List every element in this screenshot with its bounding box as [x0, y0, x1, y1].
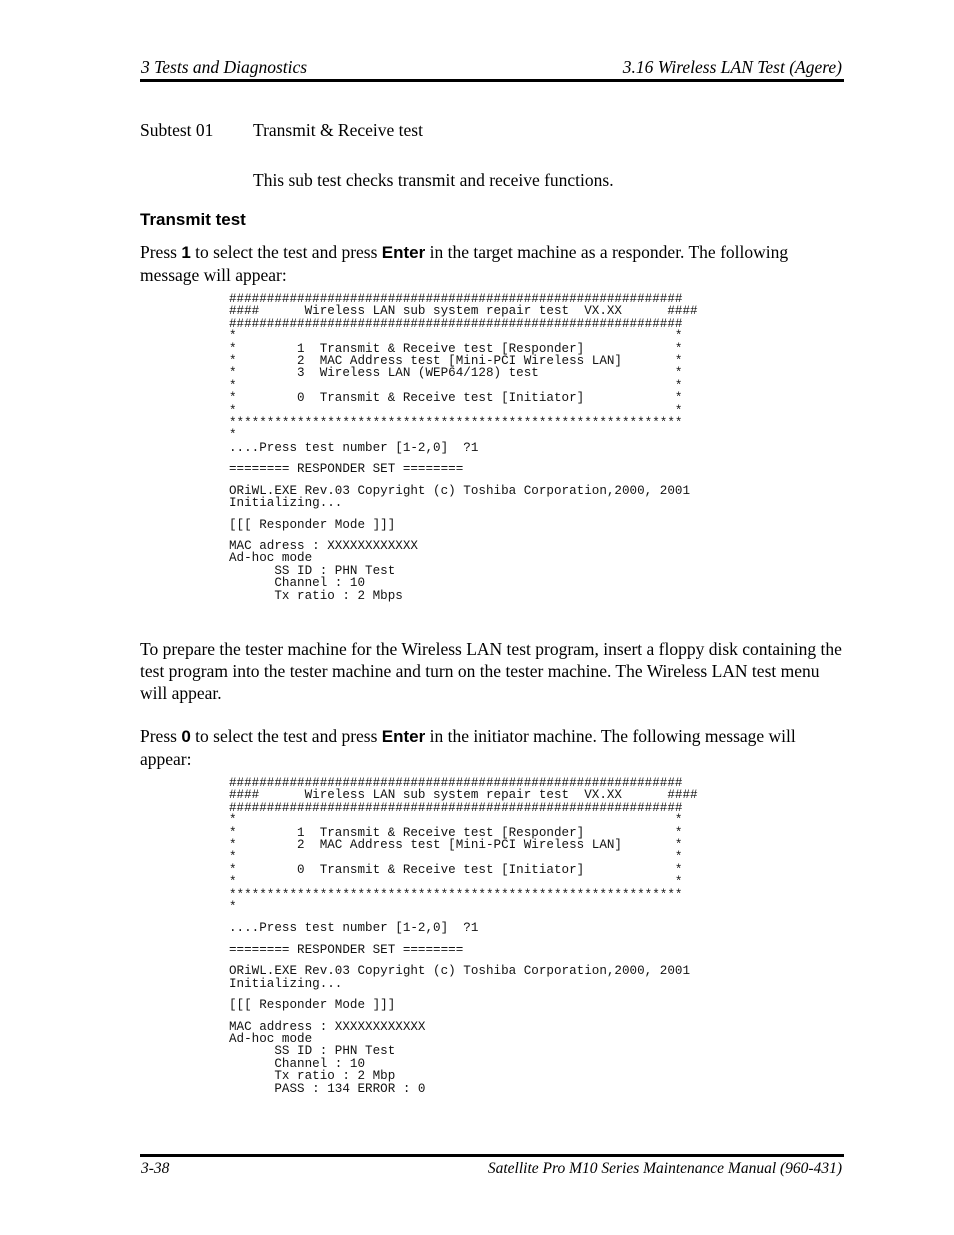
key-enter: Enter [381, 727, 426, 746]
console-mode: [[[ Responder Mode ]]] [229, 998, 396, 1013]
page-number: 3-38 [141, 1160, 170, 1177]
console-menu: ############################################################ #### Wireless LAN sub system repair test VX.XX #### ############################################################ * * * 1 Transmit & Receive test [Responder] * * 2 MAC Address test [Mini-PCI Wireless LAN] * * 3 Wireless LAN (WEP64/128) test * * * * 0 Transmit & Receive test [Initiator] * * * ************************************************************ * ....Press test number [1-2,0] ?1 [229, 292, 698, 455]
paragraph-tester-preparation: To prepare the tester machine for the Wireless LAN test program, insert a floppy disk containing the test program into the tester machine and turn on the tester machine. The Wireless LAN test menu will appear. [140, 639, 842, 703]
console-copyright: ORiWL.EXE Rev.03 Copyright (c) Toshiba Corporation,2000, 2001 Initializing... [229, 964, 691, 991]
section-heading: Transmit test [140, 210, 246, 229]
text-run: to select the test and press [190, 726, 382, 746]
text-run: Press [140, 726, 182, 746]
header-rule [140, 79, 844, 82]
running-header-chapter: 3 Tests and Diagnostics [141, 57, 308, 77]
paragraph-transmit-instructions [140, 241, 846, 286]
console-responder-set: ======== RESPONDER SET ======== [229, 462, 464, 477]
text-run: to select the test and press [190, 242, 382, 262]
subtest-description: This sub test checks transmit and receive functions. [253, 170, 614, 190]
text-run: Press [140, 242, 182, 262]
manual-title: Satellite Pro M10 Series Maintenance Manual (960-431) [487, 1160, 842, 1177]
console-output-responder [229, 293, 698, 602]
subtest-number: Subtest 01 [140, 120, 214, 140]
console-menu: ############################################################ #### Wireless LAN sub system repair test VX.XX #### ############################################################ * * * 1 Transmit & Receive test [Responder] * * 2 MAC Address test [Mini-PCI Wireless LAN] * * * * 0 Transmit & Receive test [Initiator] * * * ************************************************************ * [229, 776, 698, 915]
subtest-title: Transmit & Receive test [253, 120, 423, 140]
running-header-section: 3.16 Wireless LAN Test (Agere) [622, 57, 842, 77]
text-run: in the initiator machine. The following message will appear: [140, 726, 796, 769]
console-copyright: ORiWL.EXE Rev.03 Copyright (c) Toshiba Corporation,2000, 2001 Initializing... [229, 483, 691, 511]
footer-rule [140, 1154, 844, 1157]
console-prompt: ....Press test number [1-2,0] ?1 [229, 921, 479, 936]
text-run: in the target machine as a responder. The following message will appear: [140, 242, 789, 285]
key-1: 1 [181, 243, 191, 262]
console-responder-set: ======== RESPONDER SET ======== [229, 942, 464, 957]
key-0: 0 [181, 727, 191, 746]
console-details: MAC adress : XXXXXXXXXXXX Ad-hoc mode SS ID : PHN Test Channel : 10 Tx ratio : 2 Mbps [229, 538, 418, 603]
console-output-initiator [229, 777, 698, 1095]
paragraph-initiator-instructions [140, 725, 846, 770]
key-enter: Enter [381, 243, 426, 262]
console-mode: [[[ Responder Mode ]]] [229, 517, 396, 532]
console-details: MAC address : XXXXXXXXXXXX Ad-hoc mode SS ID : PHN Test Channel : 10 Tx ratio : 2 Mbp PASS : 134 ERROR : 0 [229, 1019, 426, 1096]
